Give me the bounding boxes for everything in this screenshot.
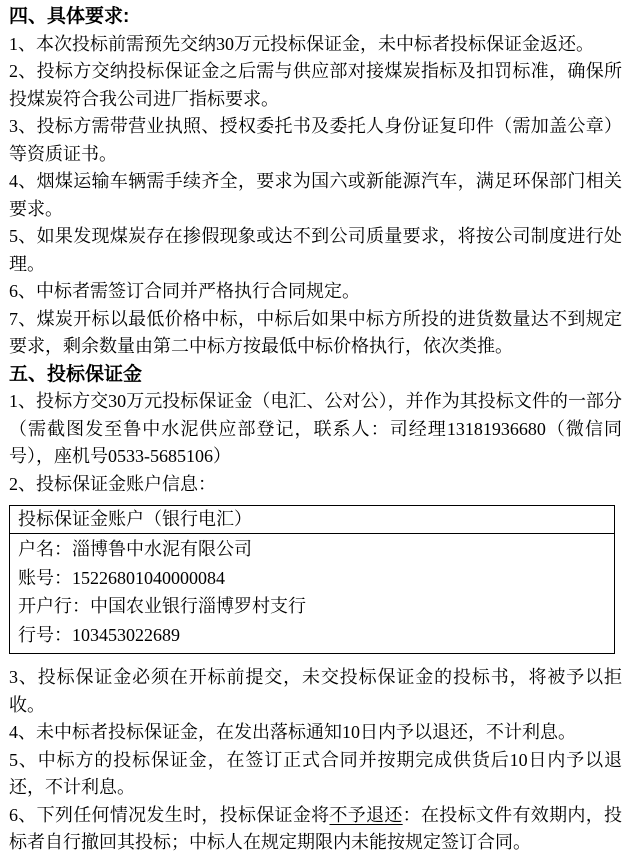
account-table-row-account-number: 账号：15226801040000084 [18, 567, 225, 588]
account-table-row-bank-code: 行号：103453022689 [18, 624, 180, 645]
section-4-item-4: 4、烟煤运输车辆需手续齐全，要求为国六或新能源汽车，满足环保部门相关要求。 [9, 171, 622, 219]
item-6-underlined-phrase: 不予退还 [329, 804, 403, 825]
section-4-item-2: 2、投标方交纳投标保证金之后需与供应部对接煤炭指标及扣罚标准，确保所投煤炭符合我公司进厂指标要求。 [9, 61, 622, 109]
section-4-heading: 四、具体要求: [9, 6, 130, 27]
account-table-body [10, 534, 614, 653]
section-5-item-2: 2、投标保证金账户信息： [9, 473, 216, 494]
account-table-row-holder-name: 户名：淄博鲁中水泥有限公司 [18, 539, 252, 559]
section-5-item-4: 4、未中标者投标保证金，在发出落标通知10日内予以退还，不计利息。 [9, 722, 576, 742]
item-6-text-after: ：在投标文件有效期内，投标者自行撤回其投标；中标人在规定期限内未能按规定签订合同。 [9, 804, 623, 852]
account-table-header-row: 投标保证金账户（银行电汇） [10, 506, 614, 534]
section-5-item-6 [9, 802, 622, 857]
section-5-heading: 五、投标保证金 [9, 363, 143, 385]
item-6-text-before: 6、下列任何情况发生时，投标保证金将 [9, 804, 330, 825]
section-5-item-1: 1、投标方交30万元投标保证金（电汇、公对公），并作为其投标文件的一部分（需截图发至鲁中水泥供应部登记，联系人：司经理13181936680（微信同号），座机号0533-5685106） [9, 391, 622, 466]
deposit-account-table [9, 505, 615, 654]
section-4-item-3: 3、投标方需带营业执照、授权委托书及委托人身份证复印件（需加盖公章）等资质证书。 [9, 116, 622, 164]
section-5-item-3: 3、投标保证金必须在开标前提交，未交投标保证金的投标书，将被予以拒收。 [9, 667, 622, 715]
section-4-item-7: 7、煤炭开标以最低价格中标，中标后如果中标方所投的进货数量达不到规定要求，剩余数量由第二中标方按最低中标价格执行，依次类推。 [9, 308, 622, 356]
section-4-item-5: 5、如果发现煤炭存在掺假现象或达不到公司质量要求，将按公司制度进行处理。 [9, 226, 622, 274]
section-4-item-6: 6、中标者需签订合同并严格执行合同规定。 [9, 281, 360, 301]
account-table-row-bank-branch: 开户行：中国农业银行淄博罗村支行 [18, 596, 306, 616]
section-5-item-5: 5、中标方的投标保证金，在签订正式合同并按期完成供货后10日内予以退还，不计利息。 [9, 749, 622, 797]
section-4-item-1: 1、本次投标前需预先交纳30万元投标保证金，未中标者投标保证金返还。 [9, 33, 594, 54]
